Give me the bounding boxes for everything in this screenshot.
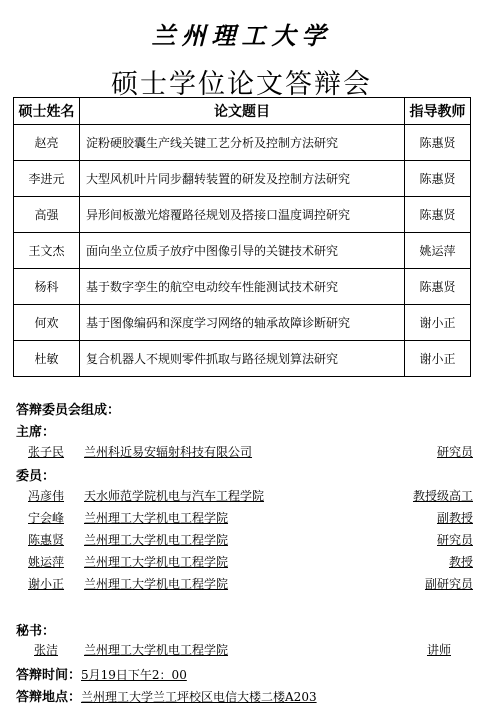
chair-title: 研究员 xyxy=(436,445,473,459)
student-name: 杨科 xyxy=(14,269,80,305)
student-name: 杜敏 xyxy=(14,341,80,377)
member-name: 陈惠贤 xyxy=(28,533,65,547)
thesis-topic: 异形间板激光熔覆路径规划及搭接口温度调控研究 xyxy=(80,197,405,233)
thesis-topic: 基于图像编码和深度学习网络的轴承故障诊断研究 xyxy=(80,305,405,341)
chair-org: 兰州科近易安辐射科技有限公司 xyxy=(84,445,253,459)
member-row xyxy=(0,553,483,571)
member-name: 冯彦伟 xyxy=(28,489,65,503)
member-org: 兰州理工大学机电工程学院 xyxy=(84,555,229,569)
table-row xyxy=(14,269,471,305)
header-topic: 论文题目 xyxy=(80,98,405,125)
member-title: 副教授 xyxy=(436,511,473,525)
advisor-name: 姚运萍 xyxy=(405,233,471,269)
table-row xyxy=(14,197,471,233)
student-name: 高强 xyxy=(14,197,80,233)
member-row xyxy=(0,531,483,549)
advisor-name: 陈惠贤 xyxy=(405,197,471,233)
member-org: 天水师范学院机电与汽车工程学院 xyxy=(84,489,265,503)
header-student: 硕士姓名 xyxy=(14,98,80,125)
member-row xyxy=(0,487,483,505)
member-title: 教授级高工 xyxy=(412,489,473,503)
time-label: 答辩时间： xyxy=(16,668,82,683)
chair-row xyxy=(0,443,483,461)
student-name: 赵亮 xyxy=(14,125,80,161)
table-row xyxy=(14,233,471,269)
member-org: 兰州理工大学机电工程学院 xyxy=(84,511,229,525)
member-org: 兰州理工大学机电工程学院 xyxy=(84,533,229,547)
member-org: 兰州理工大学机电工程学院 xyxy=(84,577,229,591)
committee-heading: 答辩委员会组成： xyxy=(16,403,121,418)
member-row xyxy=(0,575,483,593)
student-name: 何欢 xyxy=(14,305,80,341)
table-header-row xyxy=(14,98,471,125)
member-title: 教授 xyxy=(448,555,473,569)
member-name: 姚运萍 xyxy=(28,555,65,569)
advisor-name: 陈惠贤 xyxy=(405,161,471,197)
member-name: 谢小正 xyxy=(28,577,65,591)
place-value: 兰州理工大学兰工坪校区电信大楼二楼A203 xyxy=(81,690,317,704)
advisor-name: 陈惠贤 xyxy=(405,125,471,161)
members-label: 委员： xyxy=(16,469,56,484)
secretary-row xyxy=(0,641,483,659)
member-name: 宁会峰 xyxy=(28,511,65,525)
table-row xyxy=(14,305,471,341)
chair-name: 张子民 xyxy=(28,445,65,459)
secretary-name: 张洁 xyxy=(34,643,59,657)
advisor-name: 陈惠贤 xyxy=(405,269,471,305)
university-logo: 兰州理工大学 xyxy=(151,21,332,50)
table-row xyxy=(14,161,471,197)
advisor-name: 谢小正 xyxy=(405,341,471,377)
chair-label: 主席： xyxy=(16,425,56,440)
thesis-topic: 基于数字孪生的航空电动绞车性能测试技术研究 xyxy=(80,269,405,305)
header-advisor: 指导教师 xyxy=(405,98,471,125)
advisor-name: 谢小正 xyxy=(405,305,471,341)
thesis-topic: 淀粉硬胶囊生产线关键工艺分析及控制方法研究 xyxy=(80,125,405,161)
student-name: 王文杰 xyxy=(14,233,80,269)
member-title: 副研究员 xyxy=(424,577,473,591)
defense-time xyxy=(16,664,187,683)
thesis-topic: 面向坐立位质子放疗中图像引导的关键技术研究 xyxy=(80,233,405,269)
secretary-title: 讲师 xyxy=(426,643,451,657)
student-name: 李进元 xyxy=(14,161,80,197)
thesis-topic: 复合机器人不规则零件抓取与路径规划算法研究 xyxy=(80,341,405,377)
thesis-topic: 大型风机叶片同步翻转装置的研发及控制方法研究 xyxy=(80,161,405,197)
secretary-org: 兰州理工大学机电工程学院 xyxy=(84,643,229,657)
member-row xyxy=(0,509,483,527)
member-title: 研究员 xyxy=(436,533,473,547)
table-row xyxy=(14,125,471,161)
time-value: 5月19日下午2：00 xyxy=(81,668,187,682)
page-title: 硕士学位论文答辩会 xyxy=(111,69,372,100)
defense-place xyxy=(16,686,317,705)
place-label: 答辩地点： xyxy=(16,690,82,705)
table-row xyxy=(14,341,471,377)
thesis-table xyxy=(13,97,471,377)
secretary-label: 秘书： xyxy=(16,624,56,639)
